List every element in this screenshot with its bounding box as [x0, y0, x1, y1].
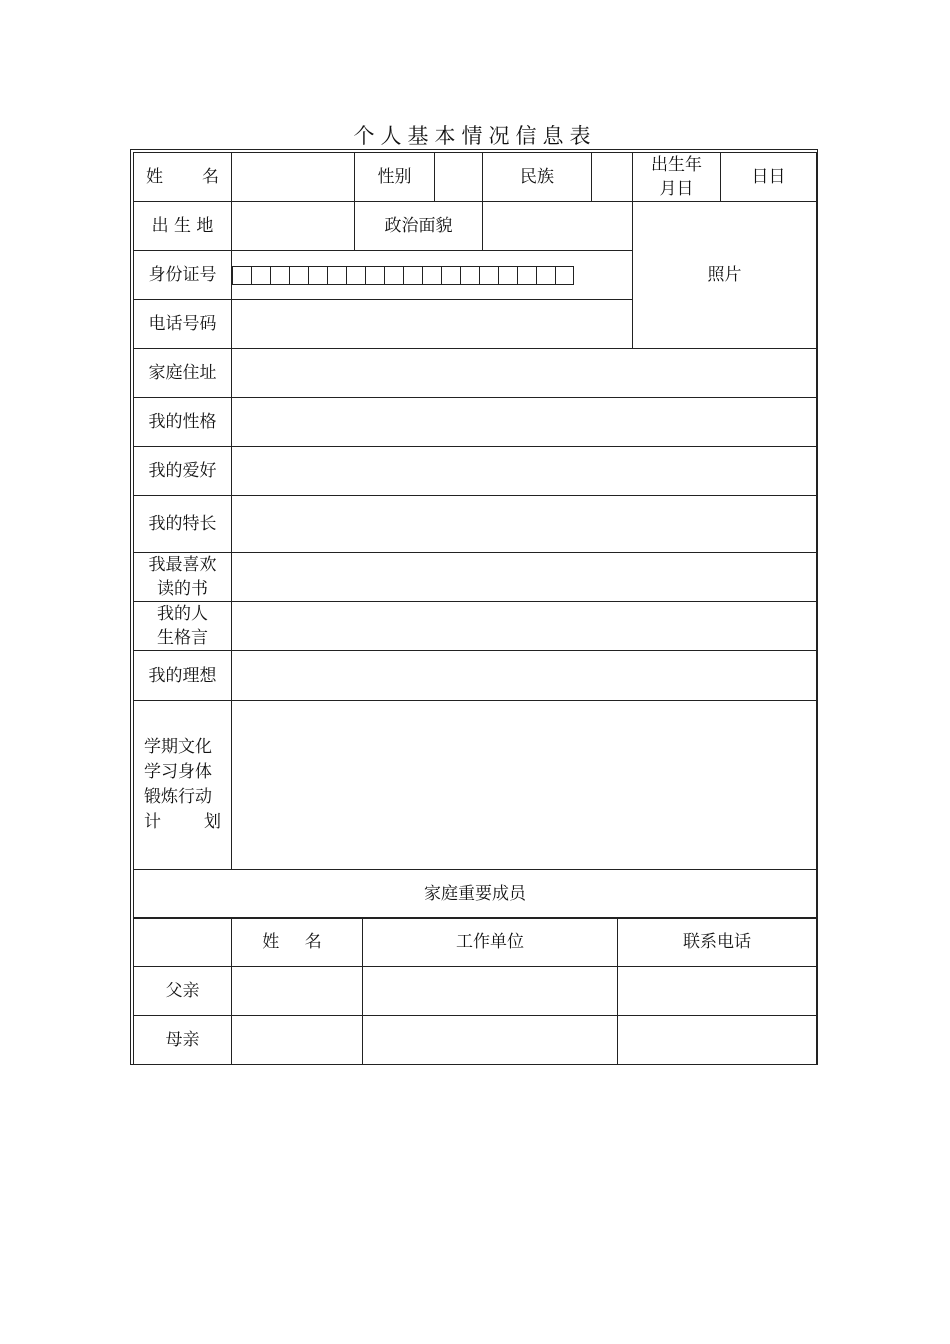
label-favorite-book-line1: 我最喜欢: [148, 555, 217, 575]
id-digit-box[interactable]: [384, 266, 403, 285]
id-digit-box[interactable]: [232, 266, 251, 285]
id-digit-box[interactable]: [289, 266, 308, 285]
family-relation-father: 父亲: [134, 967, 232, 1016]
family-col-name: [232, 918, 363, 967]
label-name-char2: 名: [202, 167, 219, 187]
label-birthplace: 出 生 地: [134, 202, 232, 251]
id-digit-box[interactable]: [479, 266, 498, 285]
label-gender: 性别: [355, 153, 435, 202]
label-favorite-book-line2: 读的书: [157, 579, 208, 599]
label-plan-line1: 学期文化: [144, 737, 212, 757]
label-plan-line3: 锻炼行动: [144, 787, 212, 807]
field-favorite-book[interactable]: [232, 553, 817, 602]
row-hobbies: [134, 447, 817, 496]
row-address: [134, 349, 817, 398]
family-table: [133, 917, 817, 1065]
family-col-name-text: 姓 名: [262, 932, 332, 952]
id-digit-box[interactable]: [555, 266, 574, 285]
id-digit-box[interactable]: [441, 266, 460, 285]
field-birth[interactable]: 日日: [721, 153, 817, 202]
label-name-char1: 姓: [146, 167, 163, 187]
field-talents[interactable]: [232, 496, 817, 553]
field-study-plan[interactable]: [232, 701, 817, 870]
family-col-workplace: 工作单位: [363, 918, 618, 967]
field-gender[interactable]: [435, 153, 483, 202]
row-talents: [134, 496, 817, 553]
id-digit-box[interactable]: [403, 266, 422, 285]
family-phone-father[interactable]: [618, 967, 817, 1016]
label-ideal: 我的理想: [134, 651, 232, 701]
label-political-status: 政治面貌: [355, 202, 483, 251]
family-workplace-mother[interactable]: [363, 1016, 618, 1065]
label-favorite-book: [134, 553, 232, 602]
label-id-number: 身份证号: [134, 251, 232, 300]
label-plan-line2: 学习身体: [144, 762, 212, 782]
label-birth-line2: 月日: [659, 179, 694, 199]
label-plan-line4b: 划: [204, 812, 221, 832]
id-digit-box[interactable]: [498, 266, 517, 285]
label-motto-line1: 我的人: [157, 604, 208, 624]
row-ideal: [134, 651, 817, 701]
family-row-mother: [134, 1016, 817, 1065]
label-hobbies: 我的爱好: [134, 447, 232, 496]
label-name: [134, 153, 232, 202]
field-ethnicity[interactable]: [592, 153, 633, 202]
label-motto: [134, 602, 232, 651]
row-study-plan: [134, 701, 817, 870]
page-title: 个人基本情况信息表: [353, 124, 597, 148]
field-phone[interactable]: [232, 300, 633, 349]
row-birthplace: [134, 202, 817, 251]
row-favorite-book: [134, 553, 817, 602]
family-header-row: [134, 918, 817, 967]
id-digit-box[interactable]: [346, 266, 365, 285]
family-workplace-father[interactable]: [363, 967, 618, 1016]
id-number-boxes[interactable]: [232, 266, 632, 285]
field-name[interactable]: [232, 153, 355, 202]
family-name-mother[interactable]: [232, 1016, 363, 1065]
field-ideal[interactable]: [232, 651, 817, 701]
family-section-title: 家庭重要成员: [134, 870, 817, 919]
label-birth-line1: 出生年: [651, 155, 702, 175]
label-personality: 我的性格: [134, 398, 232, 447]
field-id-number[interactable]: [232, 251, 633, 300]
family-row-father: [134, 967, 817, 1016]
label-plan-line4a: 计: [144, 812, 161, 832]
info-form-table: [133, 152, 817, 919]
photo-area[interactable]: 照片: [633, 202, 817, 349]
id-digit-box[interactable]: [365, 266, 384, 285]
label-motto-line2: 生格言: [157, 628, 208, 648]
row-family-title: [134, 870, 817, 919]
family-name-father[interactable]: [232, 967, 363, 1016]
label-talents: 我的特长: [134, 496, 232, 553]
id-digit-box[interactable]: [251, 266, 270, 285]
row-basic: [134, 153, 817, 202]
family-col-phone: 联系电话: [618, 918, 817, 967]
id-digit-box[interactable]: [517, 266, 536, 285]
field-hobbies[interactable]: [232, 447, 817, 496]
id-digit-box[interactable]: [536, 266, 555, 285]
label-ethnicity: 民族: [483, 153, 592, 202]
row-personality: [134, 398, 817, 447]
field-address[interactable]: [232, 349, 817, 398]
id-digit-box[interactable]: [270, 266, 289, 285]
id-digit-box[interactable]: [327, 266, 346, 285]
field-personality[interactable]: [232, 398, 817, 447]
id-digit-box[interactable]: [422, 266, 441, 285]
family-relation-mother: 母亲: [134, 1016, 232, 1065]
family-col-relation: [134, 918, 232, 967]
label-birth: [633, 153, 721, 202]
label-study-plan: [134, 701, 232, 870]
id-digit-box[interactable]: [308, 266, 327, 285]
field-birthplace[interactable]: [232, 202, 355, 251]
field-political-status[interactable]: [483, 202, 633, 251]
field-motto[interactable]: [232, 602, 817, 651]
label-address: 家庭住址: [134, 349, 232, 398]
label-phone: 电话号码: [134, 300, 232, 349]
id-digit-box[interactable]: [460, 266, 479, 285]
row-motto: [134, 602, 817, 651]
family-phone-mother[interactable]: [618, 1016, 817, 1065]
